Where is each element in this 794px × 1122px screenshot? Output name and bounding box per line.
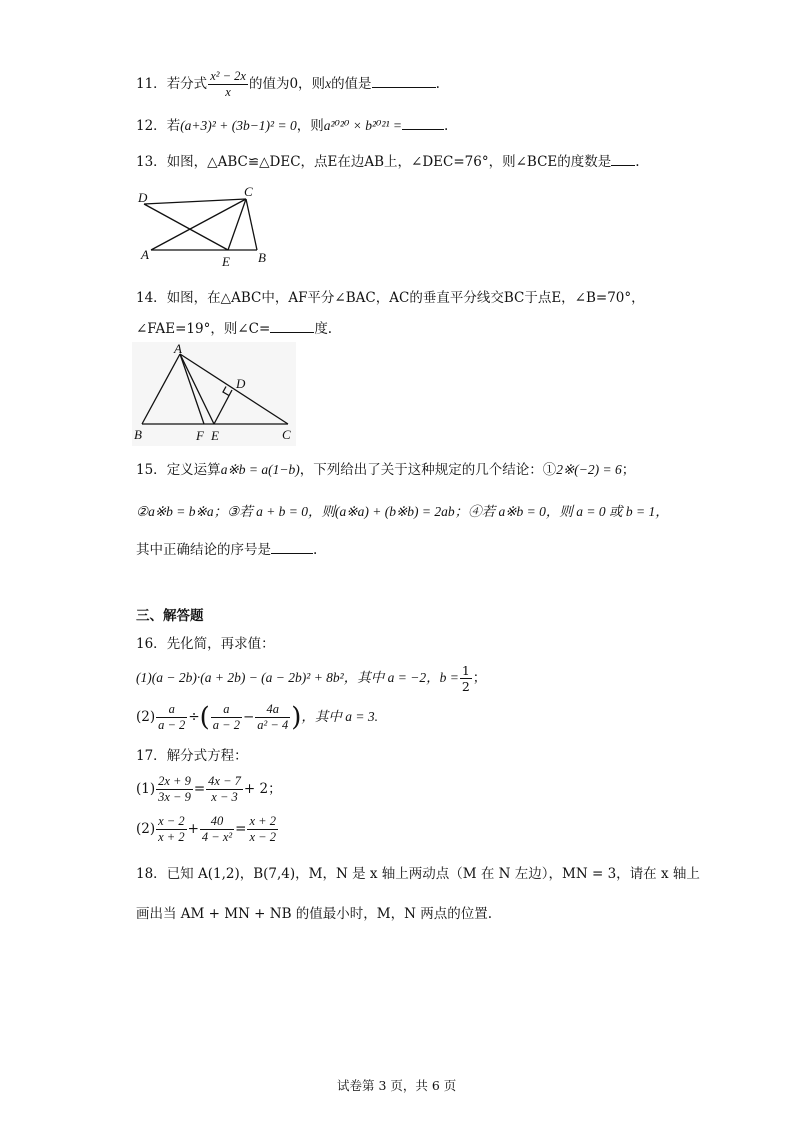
label-F: F — [196, 428, 204, 443]
answer-blank — [611, 165, 635, 166]
label-D: D — [138, 190, 148, 205]
question-15-line2: ②a※b = b※a；③若 a + b = 0，则(a※a) + (b※b) = 2ab；④若 a※b = 0，则 a = 0 或 b = 1， — [136, 504, 669, 519]
label-A: A — [141, 247, 149, 262]
page-footer: 试卷第 3 页，共 6 页 — [337, 1078, 457, 1093]
question-15-line3: 其中正确结论的序号是 . — [136, 542, 318, 558]
question-17: 17．解分式方程： — [136, 748, 248, 764]
fraction: $\frac{x - 2}{x + 2}$ — [158, 814, 185, 844]
question-17-part1: (1) $\frac{2x + 9}{3x - 9}$ = $\frac{4x - 7}{x - 3}$ + 2； — [136, 774, 282, 804]
question-number: 17． — [136, 748, 167, 764]
label-B: B — [134, 427, 142, 442]
question-number: 14． — [136, 290, 167, 306]
label-E: E — [222, 254, 230, 266]
question-number: 12． — [136, 118, 167, 134]
question-number: 15． — [136, 462, 167, 478]
question-16-part2: (2) $\frac{a}{a - 2}$ ÷( $\frac{a}{a - 2}$ − $\frac{4a}{\text{a² − 4}}$ )，其中 a = 3. — [136, 702, 378, 733]
fraction: $\frac{2x + 9}{3x - 9}$ — [158, 774, 191, 804]
fraction: $\frac{a}{a - 2}$ — [212, 702, 240, 732]
answer-blank — [270, 332, 314, 333]
label-E: E — [211, 428, 219, 443]
label-C: C — [244, 184, 253, 199]
question-number: 11． — [136, 76, 167, 92]
answer-blank — [372, 87, 436, 88]
question-number: 18． — [136, 866, 167, 882]
section-heading: 三、解答题 — [136, 608, 204, 624]
question-16-part1: (1)(a − 2b)·(a + 2b) − (a − 2b)² + 8b²，其中 a = −2，b = $\frac{1}{2}$ ； — [136, 663, 487, 694]
figure-13-triangles — [136, 182, 276, 266]
question-14: 14．如图，在△ABC中，AF平分∠BAC，AC的垂直平分线交BC于点E，∠B=70°， — [136, 290, 645, 306]
answer-blank — [402, 129, 444, 130]
figure-14-triangle — [132, 342, 296, 446]
fraction: $\frac{4a}{\text{a² − 4}}$ — [257, 702, 289, 732]
question-18-line2: 画出当 AM + MN + NB 的值最小时，M，N 两点的位置. — [136, 906, 493, 922]
answer-blank — [271, 553, 313, 554]
question-number: 13． — [136, 154, 167, 170]
question-13: 13．如图，△ABC≌△DEC，点E在边AB上，∠DEC=76°，则∠BCE的度数是 . — [136, 154, 640, 170]
fraction: $\frac{\text{x² − 2x}}{x}$ — [210, 69, 246, 99]
question-14-line2: ∠FAE=19°，则∠C= 度. — [136, 321, 333, 337]
fraction: $\frac{1}{2}$ — [461, 663, 470, 694]
question-17-part2: (2) $\frac{x - 2}{x + 2}$ + $\frac{40}{\text{4 − x²}}$ = $\frac{x + 2}{x - 2}$ — [136, 814, 276, 844]
fraction: $\frac{4x - 7}{x - 3}$ — [208, 774, 241, 804]
fraction: $\frac{x + 2}{x - 2}$ — [249, 814, 276, 844]
label-B: B — [258, 250, 266, 265]
label-A: A — [174, 342, 182, 356]
fraction: $\frac{a}{a - 2}$ — [158, 702, 186, 732]
question-15: 15．定义运算a※b = a(1−b)，下列给出了关于这种规定的几个结论：①2※(−2) = 6； — [136, 462, 636, 478]
question-12: 12．若(a+3)² + (3b−1)² = 0，则a²⁰²⁰ × b²⁰²¹ = . — [136, 118, 449, 134]
question-number: 16． — [136, 636, 167, 652]
question-16: 16．先化简，再求值： — [136, 636, 275, 652]
question-11: 11．若分式 $\frac{\text{x² − 2x}}{x}$ 的值为0，则x的值是 . — [136, 69, 440, 99]
question-18: 18．已知 A(1,2)，B(7,4)，M，N 是 x 轴上两动点（M 在 N 左边），MN = 3，请在 x 轴上 — [136, 866, 700, 882]
fraction: $\frac{40}{\text{4 − x²}}$ — [201, 814, 233, 844]
label-C: C — [282, 427, 291, 442]
label-D: D — [236, 376, 246, 391]
